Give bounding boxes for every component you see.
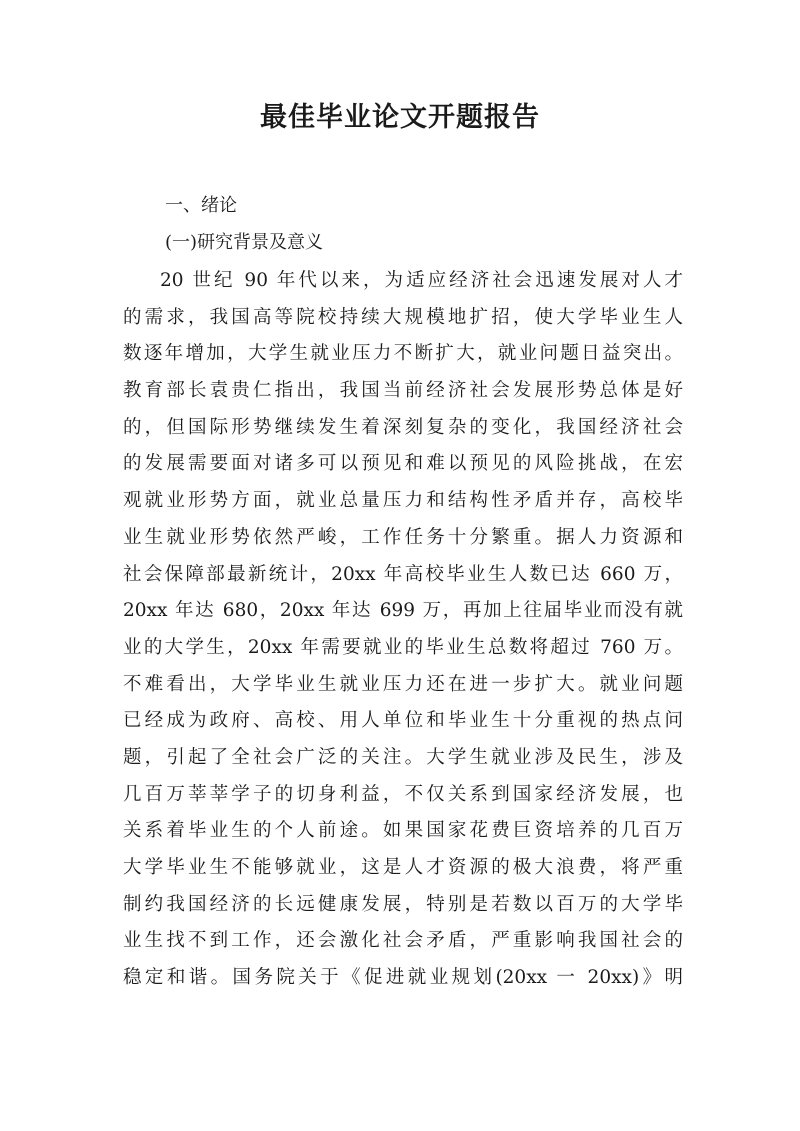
paragraph-line: 业生就业形势依然严峻，工作任务十分繁重。据人力资源和 — [123, 526, 683, 548]
paragraph-line: 业的大学生，20xx 年需要就业的毕业生总数将超过 760 万。 — [123, 636, 683, 658]
paragraph-line: 社会保障部最新统计，20xx 年高校毕业生人数已达 660 万， — [123, 563, 683, 585]
paragraph-line: 的需求，我国高等院校持续大规模地扩招，使大学毕业生人 — [123, 306, 683, 328]
paragraph-line: 已经成为政府、高校、用人单位和毕业生十分重视的热点问 — [123, 710, 683, 732]
paragraph-line: 制约我国经济的长远健康发展，特别是若数以百万的大学毕 — [123, 893, 683, 915]
document-title: 最佳毕业论文开题报告 — [260, 102, 540, 133]
subsection-heading: (一)研究背景及意义 — [165, 232, 324, 253]
paragraph-line: 数逐年增加，大学生就业压力不断扩大，就业问题日益突出。 — [123, 343, 683, 365]
paragraph-line: 20xx 年达 680，20xx 年达 699 万，再加上往届毕业而没有就 — [123, 600, 683, 622]
paragraph-line: 20 世纪 90 年代以来，为适应经济社会迅速发展对人才 — [160, 270, 683, 291]
paragraph-line: 的，但国际形势继续发生着深刻复杂的变化，我国经济社会 — [123, 416, 683, 438]
paragraph-line: 观就业形势方面，就业总量压力和结构性矛盾并存，高校毕 — [123, 490, 683, 512]
paragraph-line: 教育部长袁贵仁指出，我国当前经济社会发展形势总体是好 — [123, 380, 683, 402]
paragraph-line: 不难看出，大学毕业生就业压力还在进一步扩大。就业问题 — [123, 673, 683, 695]
paragraph-line: 的发展需要面对诸多可以预见和难以预见的风险挑战，在宏 — [123, 453, 683, 475]
body-paragraph — [123, 263, 683, 997]
paragraph-line: 几百万莘莘学子的切身利益，不仅关系到国家经济发展，也 — [123, 783, 683, 805]
paragraph-line: 业生找不到工作，还会激化社会矛盾，严重影响我国社会的 — [123, 930, 683, 952]
section-heading: 一、绪论 — [165, 195, 237, 216]
paragraph-line: 大学毕业生不能够就业，这是人才资源的极大浪费，将严重 — [123, 857, 683, 878]
paragraph-line: 稳定和谐。国务院关于《促进就业规划(20xx 一 20xx)》明 — [123, 967, 683, 989]
paragraph-line: 关系着毕业生的个人前途。如果国家花费巨资培养的几百万 — [123, 820, 683, 842]
paragraph-line: 题，引起了全社会广泛的关注。大学生就业涉及民生，涉及 — [123, 746, 683, 768]
